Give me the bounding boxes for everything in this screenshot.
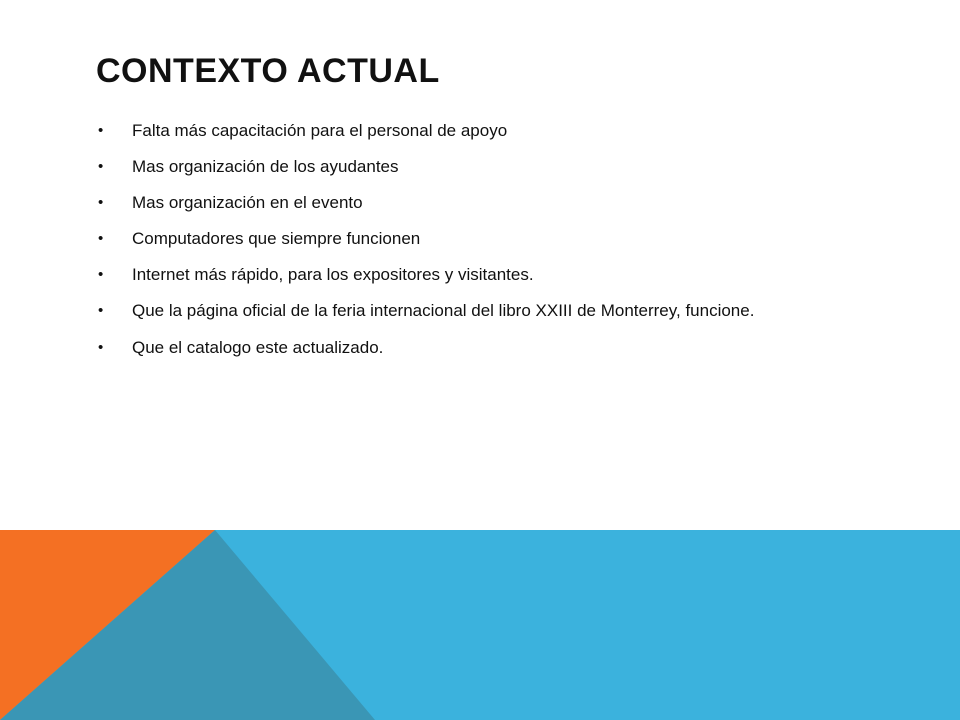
list-item: [98, 120, 818, 142]
bullet-text: Mas organización en el evento: [132, 193, 363, 213]
list-item: [98, 228, 818, 250]
slide-title: CONTEXTO ACTUAL: [96, 52, 440, 90]
bullet-dot: •: [98, 158, 104, 176]
bullet-text: Computadores que siempre funcionen: [132, 229, 421, 249]
bullet-text: Que el catalogo este actualizado.: [132, 337, 384, 357]
bullet-text: Internet más rápido, para los expositores y visitantes.: [132, 265, 534, 285]
bullet-dot: •: [98, 338, 104, 356]
bullet-text: Mas organización de los ayudantes: [132, 157, 399, 177]
bullet-dot: •: [98, 302, 104, 320]
decorative-band: [0, 530, 960, 720]
bullet-text: Falta más capacitación para el personal de apoyo: [132, 121, 508, 140]
bullet-list: [98, 120, 818, 373]
bullet-dot: •: [98, 122, 104, 139]
list-item: [98, 192, 818, 214]
list-item: [98, 264, 818, 286]
bullet-text: Que la página oficial de la feria internacional del libro XXIII de Monterrey, funcione.: [132, 301, 755, 321]
list-item: [98, 337, 818, 359]
list-item: [98, 156, 818, 178]
bullet-dot: •: [98, 194, 104, 212]
list-item: [98, 300, 818, 322]
bullet-dot: •: [98, 266, 104, 284]
bullet-dot: •: [98, 230, 104, 248]
